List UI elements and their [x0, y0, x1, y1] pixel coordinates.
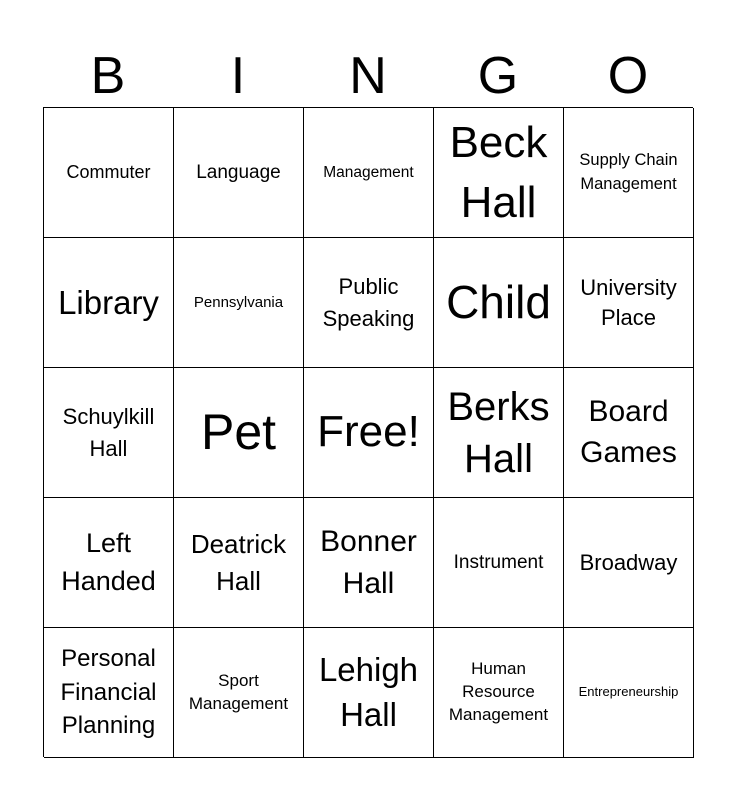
- cell-text: Lehigh Hall: [318, 650, 419, 733]
- cell-text: Deatrick Hall: [190, 529, 287, 596]
- cell-text: Free!: [317, 407, 420, 457]
- bingo-board: [43, 107, 693, 757]
- cell-text: University Place: [580, 274, 677, 330]
- cell-text: Sport Management: [188, 670, 289, 713]
- bingo-cell[interactable]: [564, 368, 694, 498]
- cell-text: Board Games: [580, 395, 677, 469]
- header-letter-b: B: [90, 47, 126, 105]
- cell-text: Library: [58, 283, 159, 321]
- bingo-cell[interactable]: [44, 368, 174, 498]
- bingo-cell[interactable]: [174, 628, 304, 758]
- bingo-cell[interactable]: [564, 238, 694, 368]
- cell-text: Bonner Hall: [320, 524, 417, 600]
- cell-text: Human Resource Management: [448, 659, 549, 724]
- cell-text: Child: [446, 276, 551, 329]
- bingo-cell[interactable]: [174, 368, 304, 498]
- cell-text: Broadway: [579, 549, 678, 575]
- bingo-cell[interactable]: [304, 238, 434, 368]
- bingo-cell[interactable]: [174, 108, 304, 238]
- cell-text: Personal Financial Planning: [60, 645, 157, 740]
- bingo-cell[interactable]: [304, 368, 434, 498]
- cell-text: Supply Chain Management: [579, 150, 678, 193]
- bingo-cell[interactable]: [174, 238, 304, 368]
- bingo-cell[interactable]: [44, 108, 174, 238]
- header-letter-o: O: [607, 47, 649, 105]
- bingo-cell[interactable]: [174, 498, 304, 628]
- bingo-cell[interactable]: [44, 238, 174, 368]
- bingo-cell[interactable]: [564, 498, 694, 628]
- cell-text: Entrepreneurship: [578, 684, 679, 700]
- bingo-cell[interactable]: [434, 238, 564, 368]
- bingo-cell[interactable]: [44, 628, 174, 758]
- cell-text: Commuter: [66, 162, 151, 183]
- cell-text: Pet: [200, 403, 277, 460]
- cell-text: Pennsylvania: [193, 293, 284, 311]
- cell-text: Beck Hall: [449, 118, 548, 227]
- bingo-cell[interactable]: [434, 368, 564, 498]
- cell-text: Berks Hall: [447, 384, 550, 481]
- cell-text: Instrument: [453, 551, 544, 573]
- cell-text: Left Handed: [61, 527, 156, 596]
- cell-text: Public Speaking: [322, 273, 415, 331]
- bingo-cell[interactable]: [434, 498, 564, 628]
- bingo-header: [43, 44, 693, 108]
- bingo-cell[interactable]: [434, 108, 564, 238]
- bingo-cell[interactable]: [304, 108, 434, 238]
- cell-text: Schuylkill Hall: [62, 403, 155, 461]
- header-letter-n: N: [349, 47, 387, 105]
- cell-text: Management: [323, 163, 414, 181]
- cell-text: Language: [196, 161, 281, 183]
- bingo-cell[interactable]: [304, 628, 434, 758]
- header-letter-g: G: [477, 47, 519, 105]
- bingo-cell[interactable]: [564, 108, 694, 238]
- header-letter-i: I: [230, 47, 246, 105]
- bingo-cell[interactable]: [564, 628, 694, 758]
- bingo-cell[interactable]: [304, 498, 434, 628]
- bingo-cell[interactable]: [44, 498, 174, 628]
- bingo-cell[interactable]: [434, 628, 564, 758]
